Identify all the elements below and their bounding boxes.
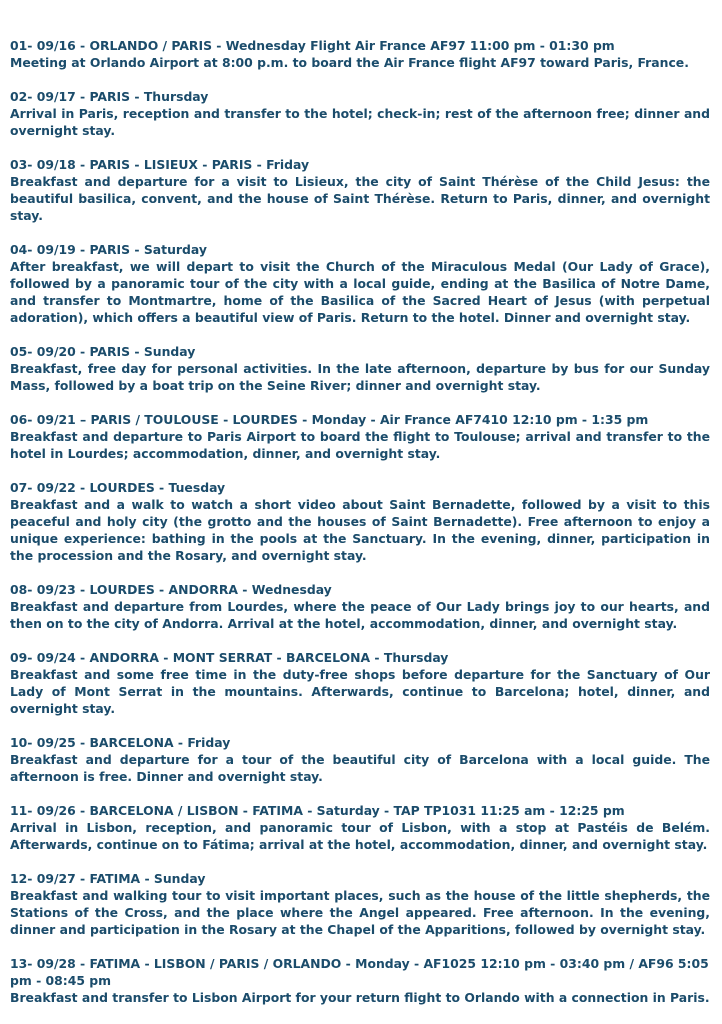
itinerary-day <box>10 37 710 71</box>
day-title: 05- 09/20 - PARIS - Sunday <box>10 344 196 359</box>
itinerary-day <box>10 411 710 462</box>
day-description: Arrival in Lisbon, reception, and panoramic tour of Lisbon, with a stop at Pastéis de Belém. Afterwards, continue on to Fátima; arrival at the hotel, accommodation, dinner, and overnight stay. <box>10 820 710 852</box>
day-description: Breakfast, free day for personal activities. In the late afternoon, departure by bus for our Sunday Mass, followed by a boat trip on the Seine River; dinner and overnight stay. <box>10 361 710 393</box>
itinerary-day <box>10 88 710 139</box>
day-description: Breakfast and walking tour to visit important places, such as the house of the little shepherds, the Stations of the Cross, and the place where the Angel appeared. Free afternoon. In the evening, dinner and participation in the Rosary at the Chapel of the Apparitions, followed by overnight stay. <box>10 888 710 937</box>
day-title: 06- 09/21 – PARIS / TOULOUSE - LOURDES - Monday - Air France AF7410 12:10 pm - 1:35 pm <box>10 412 649 427</box>
day-title: 03- 09/18 - PARIS - LISIEUX - PARIS - Friday <box>10 157 310 172</box>
day-description: Breakfast and departure for a tour of the beautiful city of Barcelona with a local guide. The afternoon is free. Dinner and overnight stay. <box>10 752 710 784</box>
itinerary-day <box>10 734 710 785</box>
day-description: Breakfast and departure from Lourdes, where the peace of Our Lady brings joy to our hearts, and then on to the city of Andorra. Arrival at the hotel, accommodation, dinner, and overnight stay. <box>10 599 710 631</box>
day-title: 10- 09/25 - BARCELONA - Friday <box>10 735 231 750</box>
itinerary-day <box>10 241 710 326</box>
day-description: Breakfast and some free time in the duty-free shops before departure for the Sanctuary of Our Lady of Mont Serrat in the mountains. Afterwards, continue to Barcelona; hotel, dinner, and overnight stay. <box>10 667 710 716</box>
itinerary-day <box>10 870 710 938</box>
day-description: Arrival in Paris, reception and transfer to the hotel; check-in; rest of the afternoon free; dinner and overnight stay. <box>10 106 710 138</box>
day-title: 11- 09/26 - BARCELONA / LISBON - FATIMA - Saturday - TAP TP1031 11:25 am - 12:25 pm <box>10 803 625 818</box>
itinerary-day <box>10 802 710 853</box>
day-description: Breakfast and transfer to Lisbon Airport for your return flight to Orlando with a connection in Paris. <box>10 990 710 1005</box>
day-title: 02- 09/17 - PARIS - Thursday <box>10 89 209 104</box>
day-title: 07- 09/22 - LOURDES - Tuesday <box>10 480 226 495</box>
itinerary-day <box>10 581 710 632</box>
itinerary-document <box>10 37 710 1023</box>
itinerary-day <box>10 156 710 224</box>
itinerary-day <box>10 343 710 394</box>
day-title: 01- 09/16 - ORLANDO / PARIS - Wednesday Flight Air France AF97 11:00 pm - 01:30 pm <box>10 38 615 53</box>
day-title: 13- 09/28 - FATIMA - LISBON / PARIS / ORLANDO - Monday - AF1025 12:10 pm - 03:40 pm / AF96 5:05 pm - 08:45 pm <box>10 956 709 988</box>
day-title: 09- 09/24 - ANDORRA - MONT SERRAT - BARCELONA - Thursday <box>10 650 449 665</box>
day-title: 12- 09/27 - FATIMA - Sunday <box>10 871 206 886</box>
day-description: Meeting at Orlando Airport at 8:00 p.m. to board the Air France flight AF97 toward Paris, France. <box>10 55 689 70</box>
itinerary-day <box>10 479 710 564</box>
day-description: After breakfast, we will depart to visit the Church of the Miraculous Medal (Our Lady of Grace), followed by a panoramic tour of the city with a local guide, ending at the Basilica of Notre Dame, and transfer to Montmartre, home of the Basilica of the Sacred Heart of Jesus (with perpetual adoration), which offers a beautiful view of Paris. Return to the hotel. Dinner and overnight stay. <box>10 259 710 325</box>
itinerary-day <box>10 955 710 1006</box>
day-description: Breakfast and departure for a visit to Lisieux, the city of Saint Thérèse of the Child Jesus: the beautiful basilica, convent, and the house of Saint Thérèse. Return to Paris, dinner, and overnight stay. <box>10 174 710 223</box>
day-description: Breakfast and departure to Paris Airport to board the flight to Toulouse; arrival and transfer to the hotel in Lourdes; accommodation, dinner, and overnight stay. <box>10 429 710 461</box>
day-title: 04- 09/19 - PARIS - Saturday <box>10 242 207 257</box>
day-title: 08- 09/23 - LOURDES - ANDORRA - Wednesday <box>10 582 332 597</box>
day-description: Breakfast and a walk to watch a short video about Saint Bernadette, followed by a visit to this peaceful and holy city (the grotto and the houses of Saint Bernadette). Free afternoon to enjoy a unique experience: bathing in the pools at the Sanctuary. In the evening, dinner, participation in the procession and the Rosary, and overnight stay. <box>10 497 710 563</box>
itinerary-day <box>10 649 710 717</box>
